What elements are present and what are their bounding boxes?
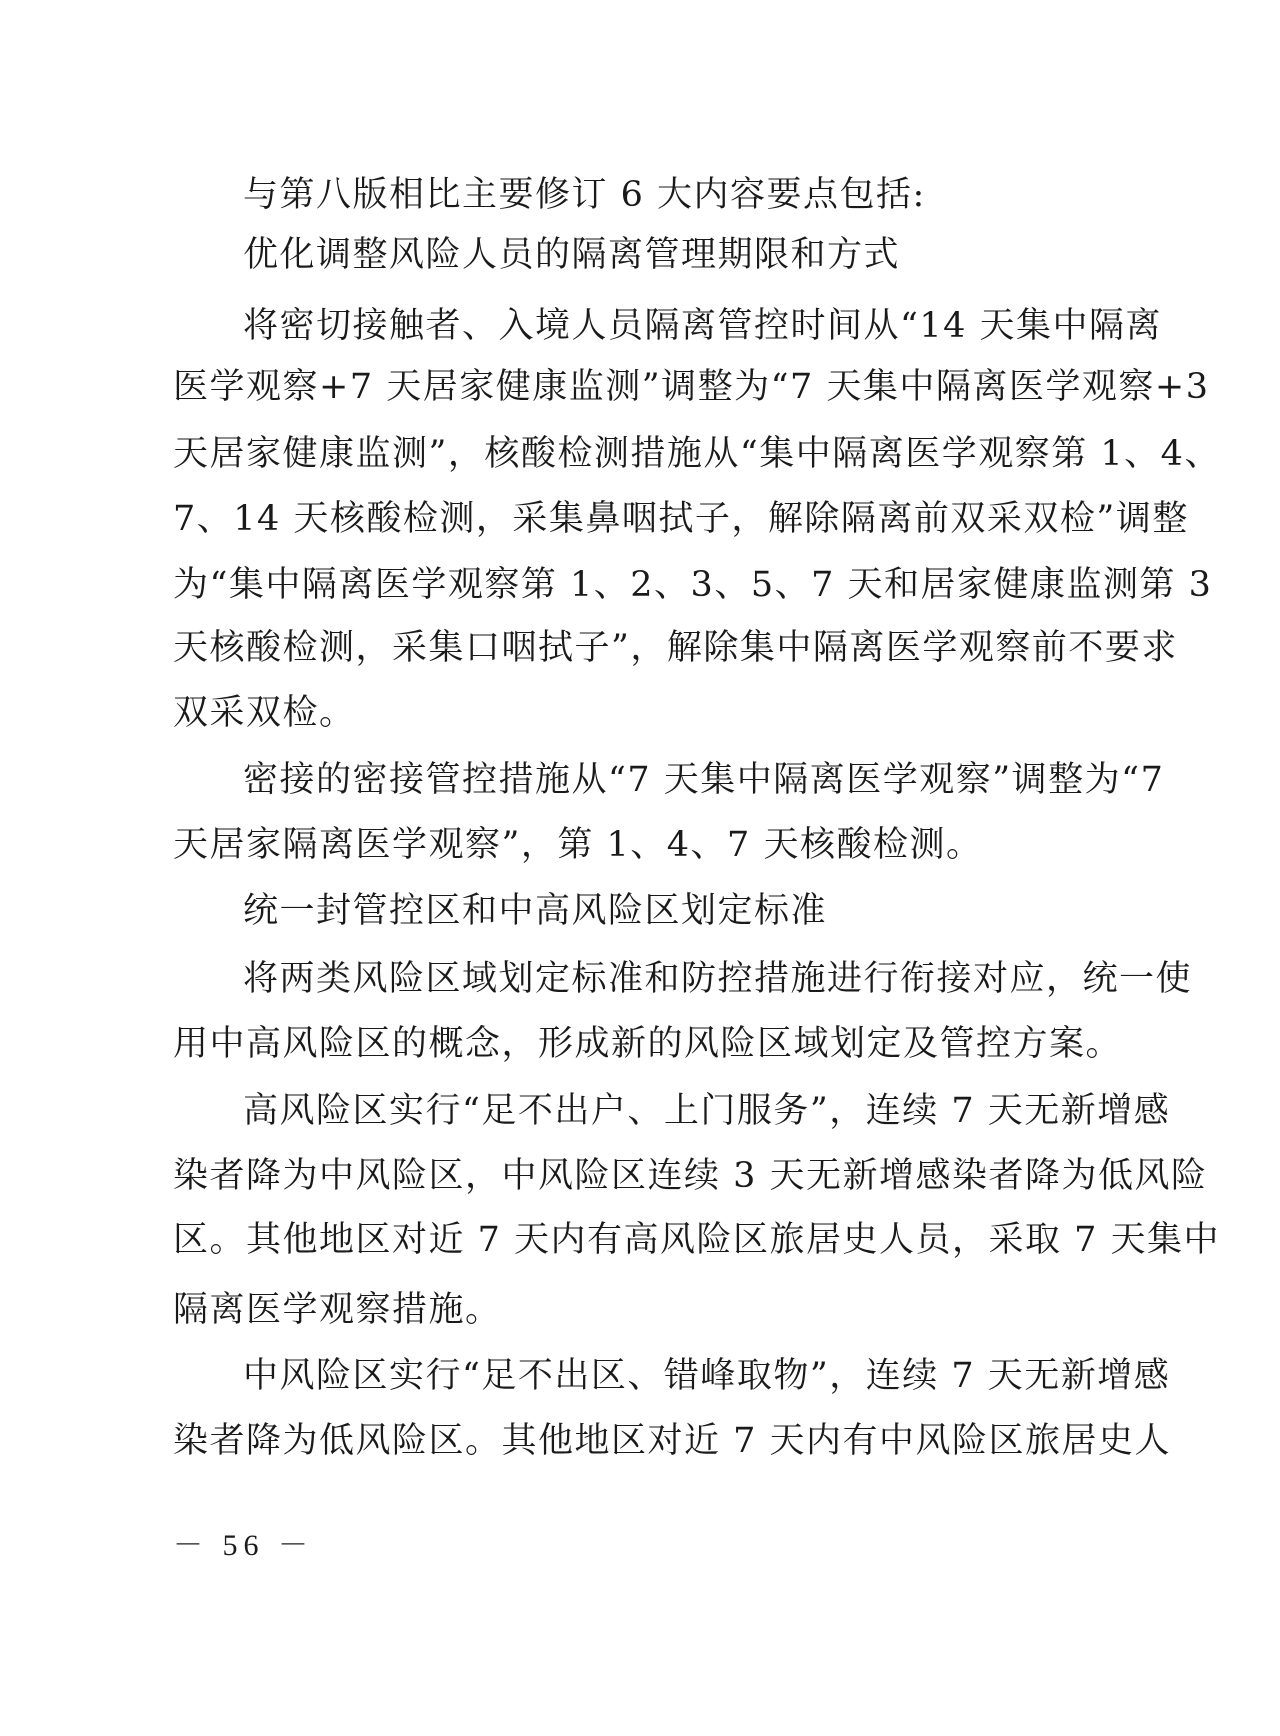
section-heading: 统一封管控区和中高风险区划定标准: [243, 891, 828, 931]
text-line: 为“集中隔离医学观察第 1、2、3、5、7 天和居家健康监测第 3: [173, 565, 1213, 605]
text-line: 将两类风险区域划定标准和防控措施进行衔接对应，统一使: [243, 959, 1193, 999]
text-line: 密接的密接管控措施从“7 天集中隔离医学观察”调整为“7: [243, 760, 1165, 800]
text-line: 天居家隔离医学观察”，第 1、4、7 天核酸检测。: [173, 825, 983, 865]
text-line: 用中高风险区的概念，形成新的风险区域划定及管控方案。: [173, 1024, 1123, 1064]
text-line: 区。其他地区对近 7 天内有高风险区旅居史人员，采取 7 天集中: [173, 1220, 1221, 1260]
text-line: 天居家健康监测”，核酸检测措施从“集中隔离医学观察第 1、4、: [173, 434, 1221, 474]
text-line: 染者降为中风险区，中风险区连续 3 天无新增感染者降为低风险: [173, 1156, 1208, 1196]
section-heading: 优化调整风险人员的隔离管理期限和方式: [243, 235, 901, 275]
text-line: 高风险区实行“足不出户、上门服务”，连续 7 天无新增感: [243, 1091, 1171, 1131]
text-line: 医学观察+7 天居家健康监测”调整为“7 天集中隔离医学观察+3: [173, 367, 1210, 407]
text-line: 与第八版相比主要修订 6 大内容要点包括:: [243, 175, 926, 215]
text-line: 将密切接触者、入境人员隔离管控时间从“14 天集中隔离: [243, 306, 1163, 346]
text-line: 天核酸检测，采集口咽拭子”，解除集中隔离医学观察前不要求: [173, 628, 1178, 668]
page-number: － 56 －: [173, 1529, 314, 1562]
text-line: 双采双检。: [173, 693, 356, 733]
text-line: 染者降为低风险区。其他地区对近 7 天内有中风险区旅居史人: [173, 1421, 1172, 1461]
text-line: 中风险区实行“足不出区、错峰取物”，连续 7 天无新增感: [243, 1356, 1171, 1396]
text-line: 7、14 天核酸检测，采集鼻咽拭子，解除隔离前双采双检”调整: [173, 499, 1189, 539]
text-line: 隔离医学观察措施。: [173, 1290, 502, 1330]
